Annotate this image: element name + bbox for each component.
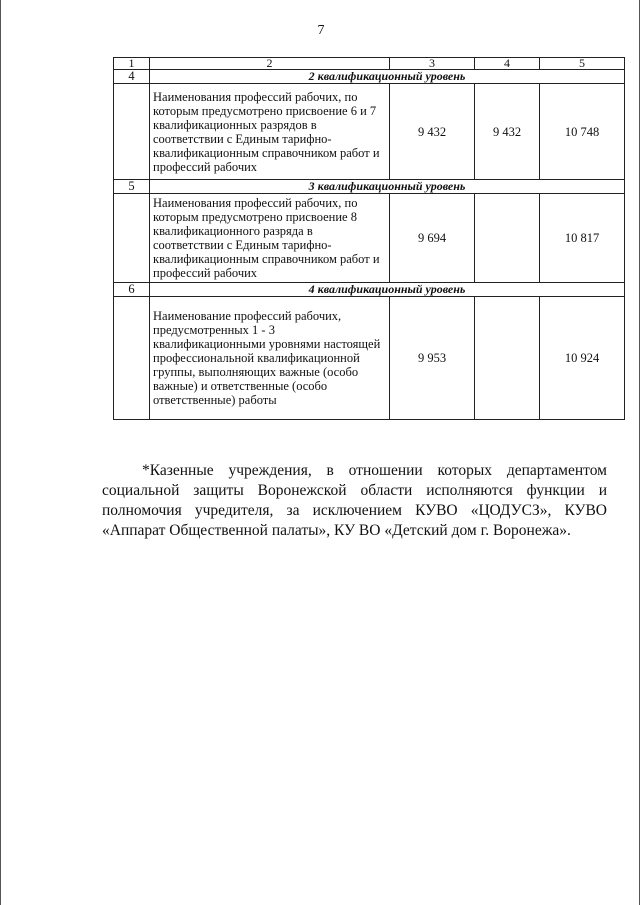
value-col-4 <box>475 194 540 283</box>
header-col-2: 2 <box>150 58 390 70</box>
level-title: 3 квалификационный уровень <box>150 180 625 194</box>
header-col-1: 1 <box>114 58 150 70</box>
level-title: 2 квалификационный уровень <box>150 70 625 84</box>
empty-cell <box>114 297 150 420</box>
row-index: 5 <box>114 180 150 194</box>
row-index: 6 <box>114 283 150 297</box>
level-row <box>114 70 625 84</box>
table-row <box>114 297 625 420</box>
empty-cell <box>114 194 150 283</box>
footnote-text: *Казенные учреждения, в отношении которых департаментом социальной защиты Воронежской области исполняются функции и полномочия учредителя, за исключением КУВО «ЦОДУСЗ», КУВО «Аппарат Общественной палаты», КУ ВО «Детский дом г. Воронежа». <box>102 461 607 539</box>
value-col-3: 9 694 <box>390 194 475 283</box>
value-col-3: 9 953 <box>390 297 475 420</box>
value-col-3: 9 432 <box>390 84 475 180</box>
profession-description: Наименования профессий рабочих, по которым предусмотрено присвоение 6 и 7 квалификационных разрядов в соответствии с Единым тарифно-квалификационным справочником работ и профессий рабочих <box>150 84 390 180</box>
table-row <box>114 84 625 180</box>
value-col-5: 10 817 <box>540 194 625 283</box>
level-row <box>114 283 625 297</box>
profession-description: Наименование профессий рабочих, предусмотренных 1 - 3 квалификационными уровнями настоящей профессиональной квалификационной группы, выполняющих важные (особо важные) и ответственные (особо ответственные) работы <box>150 297 390 420</box>
salary-table <box>113 57 625 420</box>
table-header-row <box>114 58 625 70</box>
empty-cell <box>114 84 150 180</box>
value-col-5: 10 748 <box>540 84 625 180</box>
level-title: 4 квалификационный уровень <box>150 283 625 297</box>
page-number: 7 <box>317 23 325 38</box>
header-col-3: 3 <box>390 58 475 70</box>
level-row <box>114 180 625 194</box>
header-col-5: 5 <box>540 58 625 70</box>
header-col-4: 4 <box>475 58 540 70</box>
value-col-4 <box>475 297 540 420</box>
row-index: 4 <box>114 70 150 84</box>
profession-description: Наименования профессий рабочих, по которым предусмотрено присвоение 8 квалификационного разряда в соответствии с Единым тарифно-квалификационным справочником работ и профессий рабочих <box>150 194 390 283</box>
value-col-4: 9 432 <box>475 84 540 180</box>
value-col-5: 10 924 <box>540 297 625 420</box>
table-row <box>114 194 625 283</box>
